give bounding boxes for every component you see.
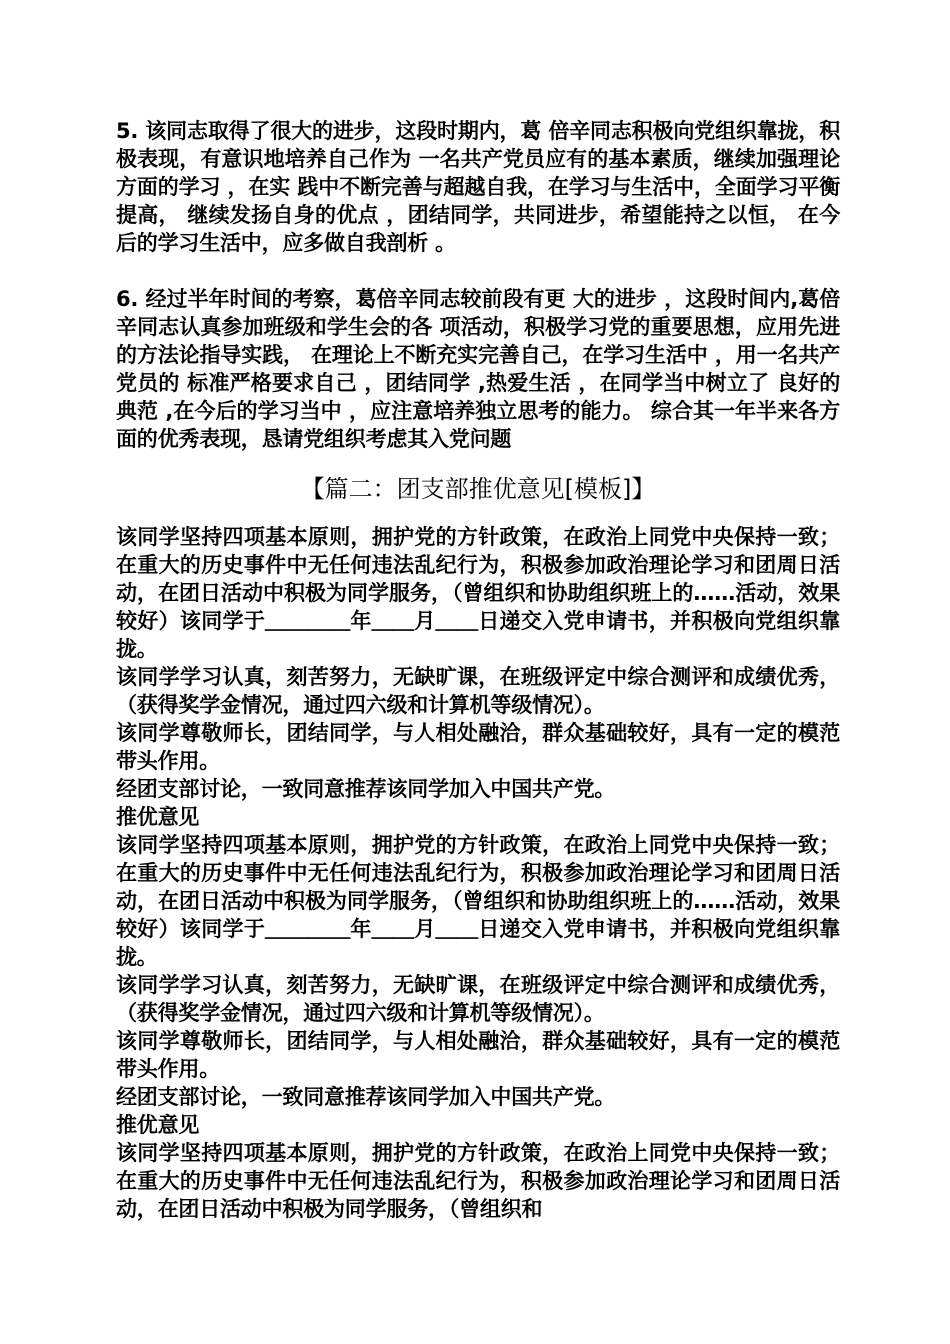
paragraph-item-5: 5. 该同志取得了很大的进步，这段时期内，葛 倍辛同志积极向党组织靠拢，积极表现，有意识地培养自己作为 一名共产党员应有的基本素质，继续加强理论方面的学习 ，在实 践中不断完善与超越自我，在学习与生活中，全面学习平衡提高， 继续发扬自身的优点 ，团结同学，共同进步，希望能持之以恒， 在今后的学习生活中，应多做自我剖析 。 [116, 119, 840, 255]
template-paragraph-conduct: 该同学尊敬师长，团结同学，与人相处融洽，群众基础较好，具有一定的模范带头作用。 [116, 1029, 840, 1081]
subheading-recommendation: 推优意见 [116, 805, 200, 829]
template-paragraph-conduct: 该同学尊敬师长，团结同学，与人相处融洽，群众基础较好，具有一定的模范带头作用。 [116, 721, 840, 773]
template-paragraph-principles: 该同学坚持四项基本原则，拥护党的方针政策，在政治上同党中央保持一致；在重大的历史事件中无任何违法乱纪行为，积极参加政治理论学习和团周日活动，在团日活动中积极为同学服务，（曾组织和协助组织班上的……活动，效果较好）该同学于＿＿＿＿年＿＿月＿＿日递交入党申请书，并积极向党组织靠拢。 [116, 833, 840, 969]
paragraph-item-6: 6. 经过半年时间的考察，葛倍辛同志较前段有更 大的进步 ，这段时间内,葛倍辛同志认真参加班级和学生会的各 项活动，积极学习党的重要思想，应用先进的方法论指导实践， 在理论上不断充实完善自己，在学习生活中 ，用一名共产党员的 标准严格要求自己 ，团结同学 ,热爱生活 ，在同学当中树立了 良好的典范 ,在今后的学习当中 ，应注意培养独立思考的能力。 综合其一年半来各方面的优秀表现，恳请党组织考虑其入党问题 [116, 287, 840, 451]
template-paragraph-study: 该同学学习认真，刻苦努力，无缺旷课，在班级评定中综合测评和成绩优秀，（获得奖学金情况，通过四六级和计算机等级情况）。 [116, 973, 840, 1025]
template-paragraph-conclusion: 经团支部讨论，一致同意推荐该同学加入中国共产党。 [116, 777, 616, 801]
template-paragraph-principles: 该同学坚持四项基本原则，拥护党的方针政策，在政治上同党中央保持一致；在重大的历史事件中无任何违法乱纪行为，积极参加政治理论学习和团周日活动，在团日活动中积极为同学服务，（曾组织和协助组织班上的……活动，效果较好）该同学于＿＿＿＿年＿＿月＿＿日递交入党申请书，并积极向党组织靠拢。 [116, 525, 840, 661]
template-paragraph-conclusion: 经团支部讨论，一致同意推荐该同学加入中国共产党。 [116, 1085, 616, 1109]
template-paragraph-principles-partial: 该同学坚持四项基本原则，拥护党的方针政策，在政治上同党中央保持一致；在重大的历史事件中无任何违法乱纪行为，积极参加政治理论学习和团周日活动，在团日活动中积极为同学服务，（曾组织和 [116, 1141, 840, 1221]
template-paragraph-study: 该同学学习认真，刻苦努力，无缺旷课，在班级评定中综合测评和成绩优秀，（获得奖学金情况，通过四六级和计算机等级情况）。 [116, 665, 840, 717]
section-title: 【篇二：团支部推优意见[模板]】 [300, 475, 656, 503]
subheading-recommendation: 推优意见 [116, 1113, 200, 1137]
